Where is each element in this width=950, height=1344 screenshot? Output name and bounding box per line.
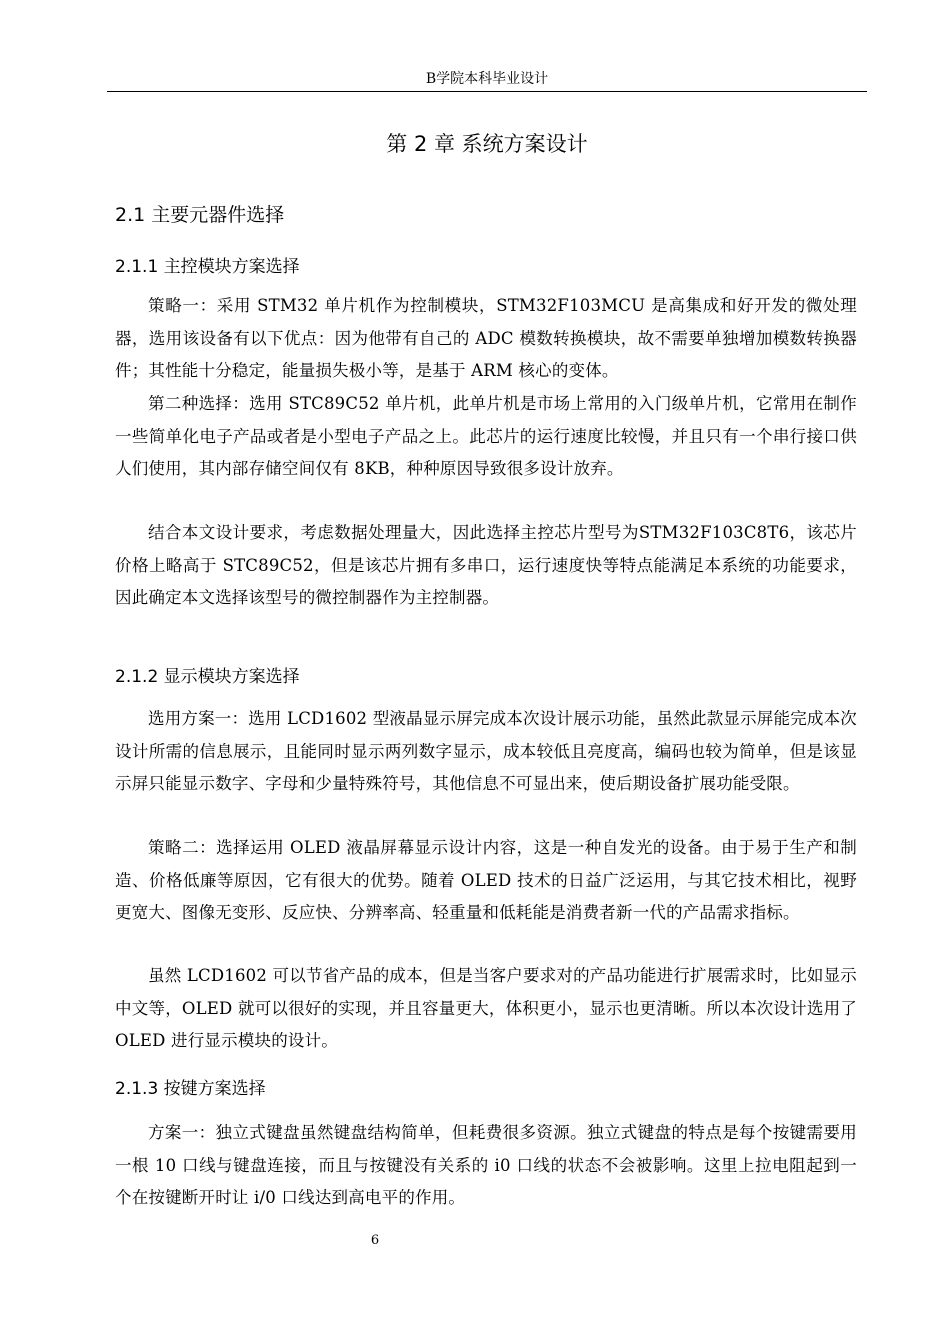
page-number: 6 xyxy=(370,1233,380,1248)
paragraph-display-strategy-two: 策略二：选择运用 OLED 液晶屏幕显示设计内容，这是一种自发光的设备。由于易于生产和制造、价格低廉等原因，它有很大的优势。随着 OLED 技术的日益广泛运用，与其它技术相比，视野更宽大、图像无变形、反应快、分辨率高、轻重量和低耗能是消费者新一代的产品需求指标。 xyxy=(115,838,857,922)
section-heading-2-1-1: 2.1.1 主控模块方案选择 xyxy=(115,257,300,277)
paragraph-display-conclusion: 虽然 LCD1602 可以节省产品的成本，但是当客户要求对的产品功能进行扩展需求时，比如显示中文等，OLED 就可以很好的实现，并且容量更大，体积更小，显示也更清晰。所以本次设计选用了 OLED 进行显示模块的设计。 xyxy=(115,966,857,1050)
section-heading-2-1-3: 2.1.3 按键方案选择 xyxy=(115,1079,266,1099)
paragraph-conclusion-mcu: 结合本文设计要求，考虑数据处理量大，因此选择主控芯片型号为STM32F103C8T6，该芯片价格上略高于 STC89C52，但是该芯片拥有多串口，运行速度快等特点能满足本系统的功能要求，因此确定本文选择该型号的微控制器作为主控制器。 xyxy=(115,523,857,607)
section-heading-2-1: 2.1 主要元器件选择 xyxy=(115,204,285,226)
paragraph-display-option-one: 选用方案一：选用 LCD1602 型液晶显示屏完成本次设计展示功能，虽然此款显示屏能完成本次设计所需的信息展示，且能同时显示两列数字显示，成本较低且亮度高，编码也较为简单，但是该显示屏只能显示数字、字母和少量特殊符号，其他信息不可显出来，使后期设备扩展功能受限。 xyxy=(115,709,857,793)
section-heading-2-1-2: 2.1.2 显示模块方案选择 xyxy=(115,667,300,687)
chapter-title: 第 2 章 系统方案设计 xyxy=(386,132,588,156)
paragraph-strategy-one: 策略一：采用 STM32 单片机作为控制模块，STM32F103MCU 是高集成和好开发的微处理器，选用该设备有以下优点：因为他带有自己的 ADC 模数转换模块，故不需要单独增加模数转换器件；其性能十分稳定，能量损失极小等，是基于 ARM 核心的变体。 xyxy=(115,296,857,380)
paragraph-second-choice: 第二种选择：选用 STC89C52 单片机，此单片机是市场上常用的入门级单片机，它常用在制作一些简单化电子产品或者是小型电子产品之上。此芯片的运行速度比较慢，并且只有一个串行接口供人们使用，其内部存储空间仅有 8KB，种种原因导致很多设计放弃。 xyxy=(115,394,857,478)
page-header: B学院本科毕业设计 xyxy=(107,70,867,92)
paragraph-key-option-one: 方案一：独立式键盘虽然键盘结构简单，但耗费很多资源。独立式键盘的特点是每个按键需要用一根 10 口线与键盘连接，而且与按键没有关系的 i0 口线的状态不会被影响。这里上拉电阻起到一个在按键断开时让 i/0 口线达到高电平的作用。 xyxy=(115,1123,857,1207)
